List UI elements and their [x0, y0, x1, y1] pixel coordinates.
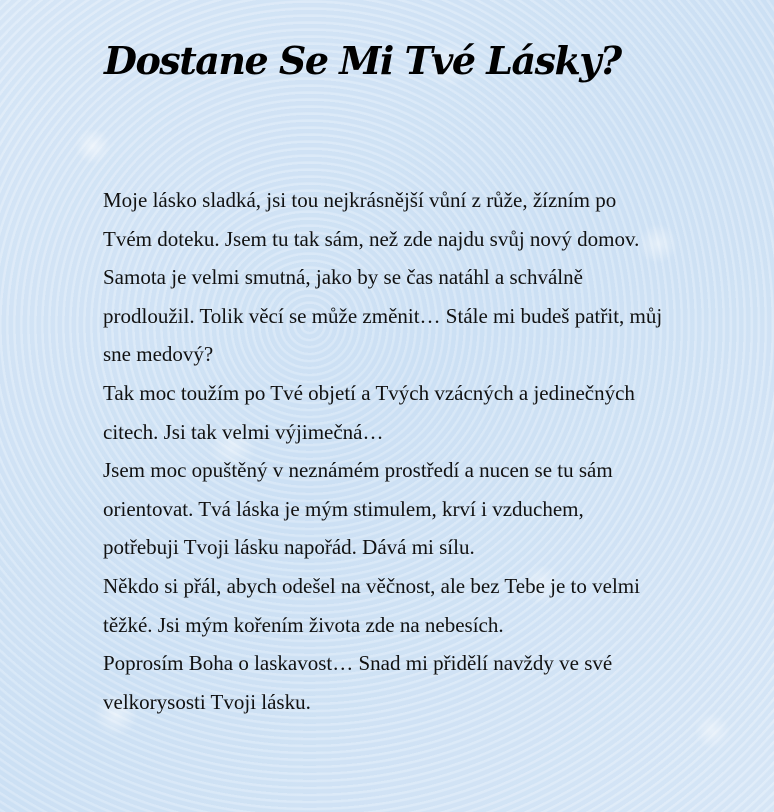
poem-paragraph: Někdo si přál, abych odešel na věčnost, ale bez Tebe je to velmi těžké. Jsi mým kořením života zde na nebesích.: [103, 573, 640, 637]
poem-paragraph: Moje lásko sladká, jsi tou nejkrásnější vůní z růže, žízním po Tvém doteku. Jsem tu tak sám, než zde najdu svůj nový domov. Samota je velmi smutná, jako by se čas natáhl a schválně prodloužil. Tolik věcí se může změnit… Stále mi budeš patřit, můj sne medový?: [103, 188, 663, 367]
page-title: Dostane Se Mi Tvé Lásky?: [104, 38, 621, 83]
poem-body: [103, 181, 663, 721]
poem-paragraph: Tak moc toužím po Tvé objetí a Tvých vzácných a jedinečných citech. Jsi tak velmi výjimečná…: [103, 380, 635, 444]
poem-paragraph: Jsem moc opuštěný v neznámém prostředí a nucen se tu sám orientovat. Tvá láska je mým stimulem, krví i vzduchem, potřebuji Tvoji lásku napořád. Dává mi sílu.: [103, 458, 613, 560]
poem-paragraph: Poprosím Boha o laskavost… Snad mi přidělí navždy ve své velkorysosti Tvoji lásku.: [103, 651, 613, 714]
